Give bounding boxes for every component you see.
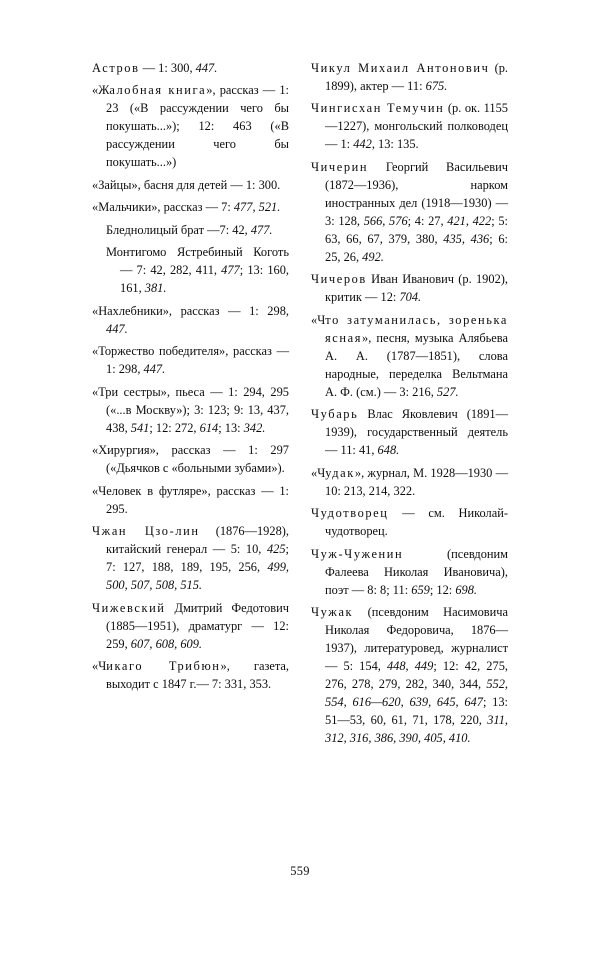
index-entry: «Жалобная книга», рассказ — 1: 23 («В рассуждении чего бы покушать...»); 12: 463 («В рассуждении чего бы покушать...») xyxy=(92,83,289,170)
index-entry: Чикул Михаил Антонович (р. 1899), актер — 11: 675. xyxy=(311,61,508,93)
index-entry: Астров — 1: 300, 447. xyxy=(92,61,218,75)
index-entry: Бледнолицый брат —7: 42, 477. xyxy=(106,222,273,237)
index-entry: Чудотворец — см. Николай-чудотворец. xyxy=(311,506,508,539)
index-entry: «Три сестры», пьеса — 1: 294, 295 («...в Москву»); 3: 123; 9: 13, 437, 438, 541; 12: 272, 614; 13: 342. xyxy=(92,384,289,435)
index-entry: Чужак (псевдоним Насимовича Николая Федоровича, 1876—1937), литературовед, журналист — 5: 154, 448, 449; 12: 42, 275, 276, 278, 279, 282, 340, 344, 552, 554, 616—620, 639, 645, 647; 13: 51—53, 60, 61, 71, 178, 220, 311, 312, 316, 386, 390, 405, 410. xyxy=(311,605,508,745)
index-entry: «Зайцы», басня для детей — 1: 300. xyxy=(92,177,281,192)
index-entry: Чичерин Георгий Васильевич (1872—1936), нарком иностранных дел (1918—1930) — 3: 128, 566, 576; 4: 27, 421, 422; 5: 63, 66, 67, 379, 380, 435, 436; 6: 25, 26, 492. xyxy=(311,159,508,264)
page-folio xyxy=(0,864,600,879)
index-entry: Монтигомо Ястребиный Коготь — 7: 42, 282, 411, 477; 13: 160, 161, 381. xyxy=(106,245,289,296)
index-entry: «Что затуманилась, зоренька ясная», песня, музыка Алябьева А. А. (1787—1851), слова народные, переделка Вельтмана А. Ф. (см.) — 3: 216, 527. xyxy=(311,312,508,399)
index-entry: «Торжество победителя», рассказ — 1: 298, 447. xyxy=(92,344,289,377)
index-entry: Чжан Цзо-лин (1876—1928), китайский генерал — 5: 10, 425; 7: 127, 188, 189, 195, 256, 499, 500, 507, 508, 515. xyxy=(92,524,289,593)
index-entry: «Чудак», журнал, М. 1928—1930 — 10: 213, 214, 322. xyxy=(311,465,508,498)
index-entry: «Мальчики», рассказ — 7: 477, 521. xyxy=(92,200,281,215)
two-column-layout xyxy=(92,60,532,748)
index-entry: Чубарь Влас Яковлевич (1891—1939), государственный деятель — 11: 41, 648. xyxy=(311,407,508,458)
index-entry: «Нахлебники», рассказ — 1: 298, 447. xyxy=(92,303,289,336)
page-number: 559 xyxy=(290,864,310,878)
index-column-right xyxy=(311,60,508,748)
index-entry: Чуж-Чуженин (псевдоним Фалеева Николая Ивановича), поэт — 8: 8; 11: 659; 12: 698. xyxy=(311,546,508,597)
index-entry: Чингисхан Темучин (р. ок. 1155—1227), монгольский полководец — 1: 442, 13: 135. xyxy=(311,101,508,152)
index-entry: «Хирургия», рассказ — 1: 297 («Дьячков с «больными зубами»). xyxy=(92,443,289,476)
index-column-left xyxy=(92,60,289,694)
index-entry: «Человек в футляре», рассказ — 1: 295. xyxy=(92,483,289,516)
index-entry: Чичеров Иван Иванович (р. 1902), критик — 12: 704. xyxy=(311,272,508,305)
index-entry: «Чикаго Трибюн», газета, выходит с 1847 г.— 7: 331, 353. xyxy=(92,659,289,692)
index-entry: Чижевский Дмитрий Федотович (1885—1951), драматург — 12: 259, 607, 608, 609. xyxy=(92,600,289,651)
